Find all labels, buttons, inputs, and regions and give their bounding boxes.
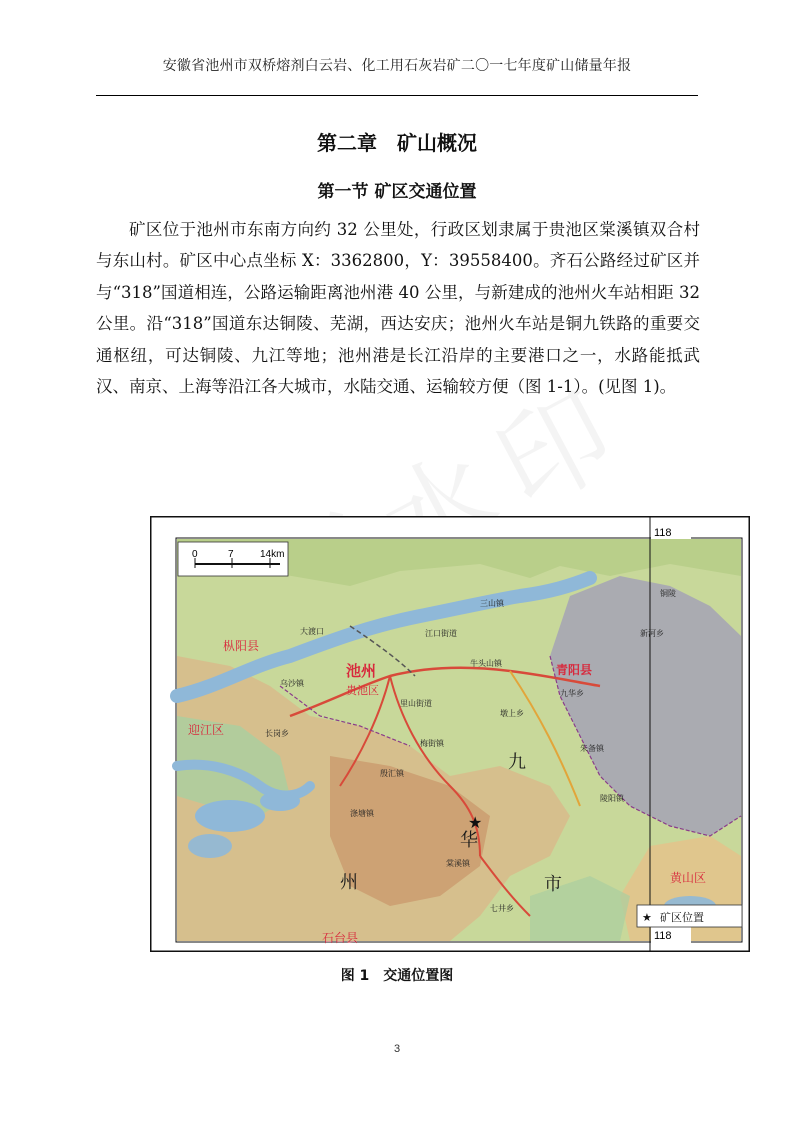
label-jiu: 九 xyxy=(508,752,526,773)
legend-star-icon: ★ xyxy=(642,911,652,924)
scale-tick-14km: 14km xyxy=(260,549,285,560)
map-svg xyxy=(150,516,750,952)
label-jiuhua: 九华乡 xyxy=(560,689,584,698)
longitude-label-top: 118 xyxy=(654,527,672,539)
label-huangshan: 黄山区 xyxy=(670,871,707,885)
body-paragraph: 矿区位于池州市东南方向约 32 公里处，行政区划隶属于贵池区棠溪镇双合村与东山村。矿区中心点坐标 X：3362800，Y：39558400。齐石公路经过矿区并与“318”国道相连，公路运输距离池州港 40 公里，与新建成的池州火车站相距 32 公里。沿“318”国道东达铜陵、芜湖，西达安庆；池州火车站是铜九铁路的重要交通枢纽，可达铜陵、九江等地；池州港是长江沿岸的主要港口之一，水路能抵武汉、南京、上海等沿江各大城市，水陆交通、运输较方便（图 1-1）。(见图 1)。 xyxy=(96,220,700,397)
label-zhou: 州 xyxy=(340,872,358,893)
figure-caption: 图 1 交通位置图 xyxy=(340,968,454,984)
label-niutou: 牛头山镇 xyxy=(470,659,502,668)
page-number: 3 xyxy=(393,1043,401,1055)
label-zhuhu: 朱备镇 xyxy=(580,744,604,753)
longitude-label-bottom: 118 xyxy=(654,930,672,942)
label-changgang: 长岗乡 xyxy=(265,729,289,738)
scale-tick-7: 7 xyxy=(228,549,234,560)
label-yincheng: 殷汇镇 xyxy=(380,769,404,778)
label-chizhou: 池州 xyxy=(346,662,377,680)
map-terrain xyxy=(177,539,741,941)
label-liyang: 里山街道 xyxy=(400,699,432,708)
label-shitai: 石台县 xyxy=(322,931,359,945)
chapter-title: 第二章 矿山概况 xyxy=(317,131,477,155)
label-hua: 华 xyxy=(460,830,478,851)
label-shi: 市 xyxy=(544,874,562,895)
label-sanshan: 三山镇 xyxy=(480,599,504,608)
label-guichi: 贵池区 xyxy=(346,684,379,697)
label-tongling: 铜陵 xyxy=(660,589,676,598)
label-tangxi: 棠溪镇 xyxy=(446,859,470,868)
label-zongyang: 枞阳县 xyxy=(223,639,260,653)
label-jiangkou: 江口街道 xyxy=(425,629,457,638)
label-mudu: 墩上乡 xyxy=(500,709,524,718)
label-meijie: 梅街镇 xyxy=(420,739,444,748)
legend-label: 矿区位置 xyxy=(660,911,704,924)
label-ditang: 涤塘镇 xyxy=(350,809,374,818)
traffic-location-map xyxy=(150,516,750,952)
label-qingyang: 青阳县 xyxy=(556,663,593,677)
label-lingyang: 陵阳镇 xyxy=(600,794,624,803)
scale-tick-0: 0 xyxy=(192,549,198,560)
mine-location-star: ★ xyxy=(468,813,483,832)
section-title: 第一节 矿区交通位置 xyxy=(317,182,477,202)
label-dadukou: 大渡口 xyxy=(300,627,324,636)
header-divider xyxy=(96,95,698,96)
label-wuxi: 乌沙镇 xyxy=(280,679,304,688)
label-yingjiang: 迎江区 xyxy=(188,723,225,737)
label-qiliu: 七井乡 xyxy=(490,904,514,913)
page-header: 安徽省池州市双桥熔剂白云岩、化工用石灰岩矿二〇一七年度矿山储量年报 xyxy=(162,58,632,74)
label-xinhe: 新河乡 xyxy=(640,629,664,638)
